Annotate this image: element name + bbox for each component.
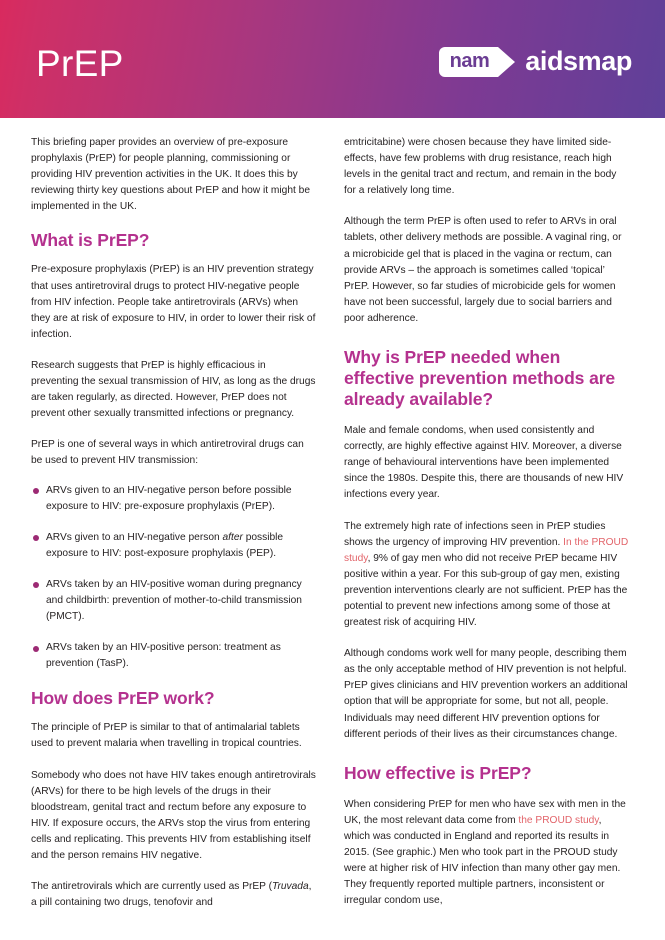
paragraph-emtricitabine: emtricitabine) were chosen because they have limited side-effects, have few problems with drug resistance, reach high levels in the genital tract and rectum, and remain in the body for a relatively long time. — [344, 137, 617, 197]
paragraph-condoms: Male and female condoms, when used consistently and correctly, are highly effective against HIV. Moreover, a diverse range of behavioural interventions have been implemented since the 1980s. Despite this, there are thousands of new HIV infections every year. — [344, 425, 624, 501]
bullet-emphasis: after — [222, 531, 243, 543]
proud-text-pre: The extremely high rate of infections seen in PrEP studies shows the urgency of improving HIV prevention. — [344, 520, 606, 548]
heading-how-effective-is-prep: How effective is PrEP? — [344, 762, 532, 783]
bullet-text: ARVs given to an HIV-negative person before possible exposure to HIV: pre-exposure prophylaxis (PrEP). — [46, 484, 292, 512]
paragraph-proud-rate — [344, 519, 629, 632]
logo-wordmark: aidsmap — [525, 45, 632, 76]
right-column — [344, 135, 629, 926]
bullet-text: ARVs taken by an HIV-positive person: treatment as prevention (TasP). — [46, 642, 281, 670]
paragraph-options: Although condoms work well for many people, describing them as the only acceptable method of HIV prevention is not helpful. PrEP gives clinicians and HIV prevention workers an additional option that will be appropriate for some, but not all, people. Individuals may need different HIV prevention options for different periods of their lives as their circumstances change. — [344, 648, 628, 740]
logo-pill-text: nam — [449, 50, 490, 72]
bullet-text: ARVs given to an HIV-negative person — [46, 531, 223, 543]
paragraph-definition: Pre-exposure prophylaxis (PrEP) is an HIV prevention strategy that uses antiretroviral drugs to protect HIV-negative people from HIV infection. People take antiretrovirals (ARVs) when they are at risk of exposure to HIV, in order to lower their risk of infection. — [31, 264, 316, 340]
bullet-text: ARVs taken by an HIV-positive woman during pregnancy and childbirth: prevention of mother-to-child transmission (PMCT). — [46, 578, 302, 623]
list-item — [31, 530, 316, 562]
list-item — [31, 640, 316, 672]
logo-arrow-icon — [498, 47, 515, 77]
logo-pill — [439, 47, 499, 77]
list-item — [31, 577, 316, 625]
heading-what-is-prep: What is PrEP? — [31, 230, 150, 251]
nam-aidsmap-logo — [439, 47, 632, 77]
proud-study-link[interactable]: In the PROUD study — [344, 536, 629, 564]
msm-text-post: , which was conducted in England and reported its results in 2015. (See graphic.) Men who took part in the PROUD study were at higher risk of HIV infection than many other gay men. They frequently reported multiple partners, inconsistent or irregular condom use, — [344, 814, 621, 907]
proud-text-post: , 9% of gay men who did not receive PrEP became HIV positive within a year. For this sub-group of gay men, existing prevention interventions clearly are not sufficient. PrEP has the potential to prevent new infections among some of those at greatest risk of acquiring HIV. — [344, 552, 628, 629]
msm-text-pre: When considering PrEP for men who have sex with men in the UK, the most relevant data come from — [344, 798, 626, 826]
paragraph-ways-intro: PrEP is one of several ways in which antiretroviral drugs can be used to prevent HIV transmission: — [31, 439, 304, 467]
prevention-methods-list — [31, 483, 316, 673]
truvada-text-post: , a pill containing two drugs, tenofovir and — [31, 881, 312, 909]
truvada-emphasis: Truvada — [272, 881, 309, 893]
content-columns — [0, 118, 665, 926]
paragraph-delivery-methods: Although the term PrEP is often used to refer to ARVs in oral tablets, other delivery methods are possible. A vaginal ring, or a microbicide gel that is placed in the vagina or rectum, can provide ARVs – the approach is sometimes called ‘topical’ PrEP. However, so far studies of microbicide gels for women have not been successful, largely due to social barriers and poor adherence. — [344, 216, 622, 324]
proud-study-link-2[interactable]: the PROUD study — [518, 814, 599, 826]
heading-how-does-prep-work: How does PrEP work? — [31, 688, 215, 709]
left-column — [31, 135, 316, 926]
paragraph-efficacy: Research suggests that PrEP is highly efficacious in preventing the sexual transmission of HIV, as long as the drugs are taken regularly, as directed. However, PrEP does not prevent other sexually transmitted infections or pregnancy. — [31, 359, 316, 420]
bullet-text-cont: possible exposure to HIV: post-exposure prophylaxis (PEP). — [46, 531, 284, 559]
paragraph-truvada — [31, 879, 316, 911]
paragraph-mechanism: Somebody who does not have HIV takes enough antiretrovirals (ARVs) for there to be high levels of the drugs in their bloodstream, genital tract and rectum before any exposure to HIV. If exposure occurs, the ARVs stop the virus from entering cells and replicating. This prevents HIV from establishing itself and the person remains HIV negative. — [31, 769, 316, 861]
page-title: PrEP — [36, 42, 124, 84]
truvada-text-pre: The antiretrovirals which are currently used as PrEP ( — [31, 881, 273, 893]
intro-paragraph: This briefing paper provides an overview of pre-exposure prophylaxis (PrEP) for people planning, commissioning or providing HIV prevention activities in the UK. It does this by reviewing thirty key questions about PrEP and how it might be implemented in the UK. — [31, 137, 310, 213]
paragraph-msm-data — [344, 797, 629, 910]
list-item — [31, 483, 316, 515]
heading-why-is-prep-needed: Why is PrEP needed when effective prevention methods are already available? — [344, 347, 616, 410]
page-header-banner — [0, 0, 665, 118]
paragraph-antimalarial-analogy: The principle of PrEP is similar to that of antimalarial tablets used to prevent malaria when travelling in tropical countries. — [31, 722, 302, 750]
